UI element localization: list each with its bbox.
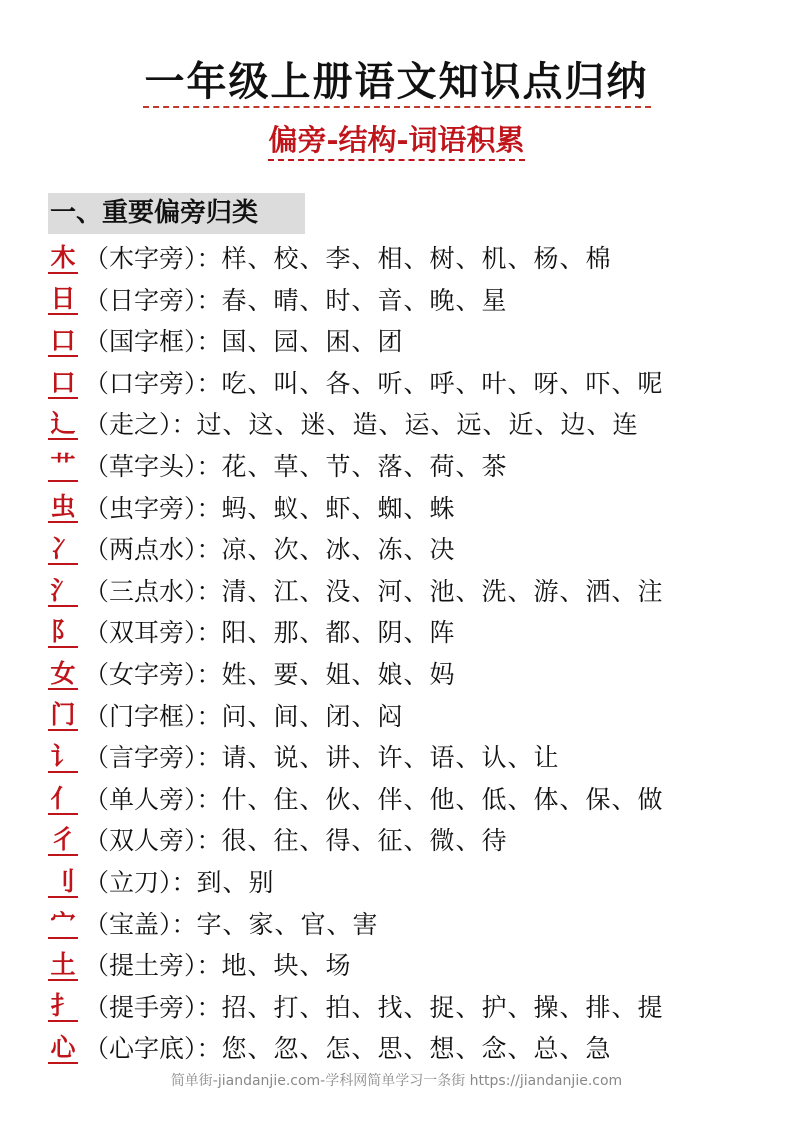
radical-name: （三点水）： (84, 576, 222, 606)
example-chars: 清、江、没、河、池、洗、游、洒、注 (221, 576, 664, 606)
example-chars: 过、这、迷、造、运、远、近、边、连 (196, 410, 639, 440)
radical-name: （立刀）： (84, 867, 197, 897)
radical-glyph: 阝 (48, 618, 78, 648)
radical-row (48, 696, 758, 738)
radical-glyph: 木 (48, 244, 78, 274)
radical-glyph: 门 (48, 701, 78, 731)
page-subtitle (0, 122, 793, 161)
radical-name: （女字旁）： (84, 659, 222, 689)
radical-glyph: 彳 (48, 826, 78, 856)
radical-name: （国字框）： (84, 327, 222, 357)
radical-name: （门字框）： (84, 701, 222, 731)
section-heading: 一、重要偏旁归类 (48, 193, 305, 234)
radical-glyph: 扌 (48, 992, 78, 1022)
radical-glyph: 日 (48, 285, 78, 315)
radical-name: （两点水）： (84, 535, 222, 565)
radical-glyph: 讠 (48, 743, 78, 773)
example-chars: 地、块、场 (221, 951, 352, 981)
example-chars: 请、说、讲、许、语、认、让 (221, 743, 560, 773)
radical-name: （日字旁）： (84, 285, 222, 315)
radical-name: （双耳旁）： (84, 618, 222, 648)
example-chars: 姓、要、姐、娘、妈 (221, 659, 456, 689)
footer-watermark: 简单街-jiandanjie.com-学科网简单学习一条街 https://jiandanjie.com (170, 1073, 623, 1089)
example-chars: 国、园、困、团 (221, 327, 404, 357)
radical-row (48, 571, 758, 613)
radical-glyph: 心 (48, 1034, 78, 1064)
radical-row (48, 612, 758, 654)
radical-name: （口字旁）： (84, 368, 222, 398)
radical-glyph: 土 (48, 951, 78, 981)
example-chars: 蚂、蚁、虾、蜘、蛛 (221, 493, 456, 523)
example-chars: 凉、次、冰、冻、决 (221, 535, 456, 565)
radical-row (48, 1028, 758, 1070)
radical-row (48, 363, 758, 405)
radical-row (48, 488, 758, 530)
radical-row (48, 904, 758, 946)
radical-glyph: 口 (48, 369, 78, 399)
radical-glyph: 氵 (48, 577, 78, 607)
radical-name: （心字底）： (84, 1034, 222, 1064)
example-chars: 招、打、拍、找、捉、护、操、排、提 (221, 992, 664, 1022)
radical-name: （单人旁）： (84, 784, 222, 814)
radical-glyph: 口 (48, 327, 78, 357)
radical-row (48, 238, 758, 280)
radical-name: （提手旁）： (84, 992, 222, 1022)
example-chars: 到、别 (196, 867, 275, 897)
radical-name: （走之）： (84, 410, 197, 440)
radical-row (48, 862, 758, 904)
example-chars: 字、家、官、害 (196, 909, 379, 939)
radical-name: （虫字旁）： (84, 493, 222, 523)
radical-row (48, 945, 758, 987)
example-chars: 什、住、伙、伴、他、低、体、保、做 (221, 784, 664, 814)
radical-glyph: 宀 (48, 909, 78, 939)
radical-glyph: 虫 (48, 493, 78, 523)
example-chars: 您、忽、怎、思、想、念、总、急 (221, 1034, 612, 1064)
radical-row (48, 529, 758, 571)
example-chars: 花、草、节、落、荷、茶 (221, 451, 508, 481)
example-chars: 吃、叫、各、听、呼、叶、呀、吓、呢 (221, 368, 664, 398)
example-chars: 阳、那、都、阴、阵 (221, 618, 456, 648)
radical-row (48, 404, 758, 446)
example-chars: 很、往、得、征、微、待 (221, 826, 508, 856)
radical-row (48, 779, 758, 821)
radical-row (48, 987, 758, 1029)
example-chars: 春、晴、时、音、晚、星 (221, 285, 508, 315)
radical-glyph: 刂 (48, 868, 78, 898)
page-title (0, 58, 793, 108)
radical-row (48, 321, 758, 363)
radical-name: （宝盖）： (84, 909, 197, 939)
example-chars: 问、间、闭、闷 (221, 701, 404, 731)
radical-glyph: 女 (48, 660, 78, 690)
radical-glyph: 亻 (48, 785, 78, 815)
radical-name: （草字头）： (84, 451, 222, 481)
radical-name: （双人旁）： (84, 826, 222, 856)
radical-glyph: 冫 (48, 535, 78, 565)
radical-name: （提土旁）： (84, 951, 222, 981)
radical-row (48, 654, 758, 696)
radical-name: （言字旁）： (84, 743, 222, 773)
radical-glyph: 辶 (48, 410, 78, 440)
radical-list (48, 238, 758, 1070)
page-subtitle-text: 偏旁-结构-词语积累 (268, 122, 524, 161)
radical-row (48, 820, 758, 862)
page-title-text: 一年级上册语文知识点归纳 (143, 60, 651, 108)
radical-row (48, 446, 758, 488)
radical-name: （木字旁）： (84, 244, 222, 273)
radical-row (48, 737, 758, 779)
radical-glyph: 艹 (48, 452, 78, 482)
example-chars: 样、校、李、相、树、机、杨、棉 (221, 244, 612, 273)
radical-row (48, 280, 758, 322)
